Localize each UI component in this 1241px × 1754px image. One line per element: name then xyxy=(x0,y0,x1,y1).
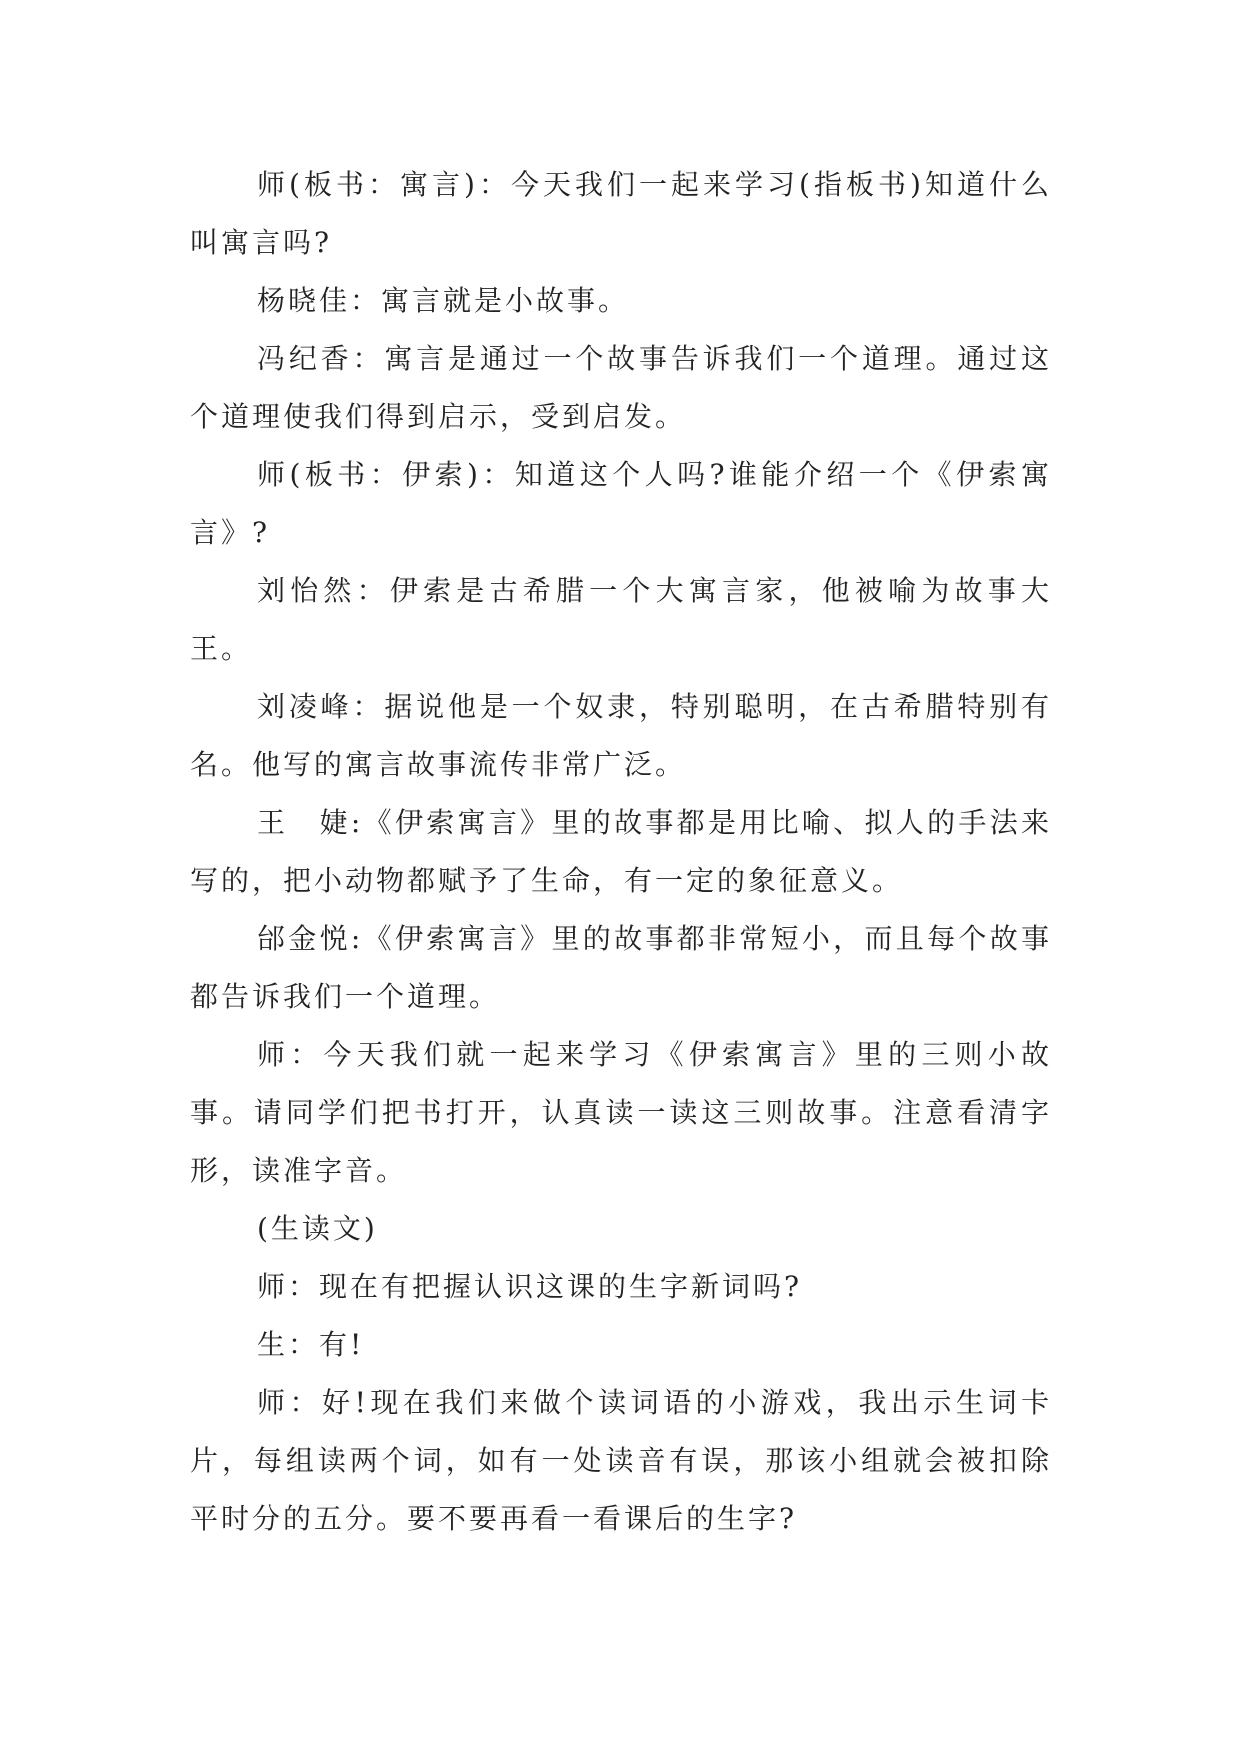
paragraph-teacher-three-stories: 师：今天我们就一起来学习《伊索寓言》里的三则小故事。请同学们把书打开，认真读一读这三则故事。注意看清字形，读准字音。 xyxy=(190,1038,1052,1187)
paragraph-teacher-aesop: 师(板书：伊索)：知道这个人吗?谁能介绍一个《伊索寓言》? xyxy=(190,458,1052,549)
paragraph-tai-jinyue: 邰金悦:《伊索寓言》里的故事都非常短小，而且每个故事都告诉我们一个道理。 xyxy=(190,922,1052,1013)
paragraph-teacher-new-words: 师：现在有把握认识这课的生字新词吗? xyxy=(257,1270,803,1303)
paragraph-wang-jie: 王 婕:《伊索寓言》里的故事都是用比喻、拟人的手法来写的，把小动物都赋予了生命，有一定的象征意义。 xyxy=(190,806,1052,897)
paragraph-students-answer: 生：有! xyxy=(257,1328,365,1361)
paragraph-yang-xiaojia: 杨晓佳：寓言就是小故事。 xyxy=(257,284,630,317)
document-body xyxy=(190,156,1052,1548)
paragraph-teacher-fable: 师(板书：寓言)：今天我们一起来学习(指板书)知道什么叫寓言吗? xyxy=(190,168,1052,259)
paragraph-feng-jixiang: 冯纪香：寓言是通过一个故事告诉我们一个道理。通过这个道理使我们得到启示，受到启发。 xyxy=(190,342,1052,433)
paragraph-teacher-game: 师：好!现在我们来做个读词语的小游戏，我出示生词卡片，每组读两个词，如有一处读音有误，那该小组就会被扣除平时分的五分。要不要再看一看课后的生字? xyxy=(190,1386,1052,1535)
paragraph-liu-lingfeng: 刘凌峰：据说他是一个奴隶，特别聪明，在古希腊特别有名。他写的寓言故事流传非常广泛。 xyxy=(190,690,1052,781)
paragraph-students-read: (生读文) xyxy=(257,1212,378,1245)
paragraph-liu-yiran: 刘怡然：伊索是古希腊一个大寓言家，他被喻为故事大王。 xyxy=(190,574,1052,665)
